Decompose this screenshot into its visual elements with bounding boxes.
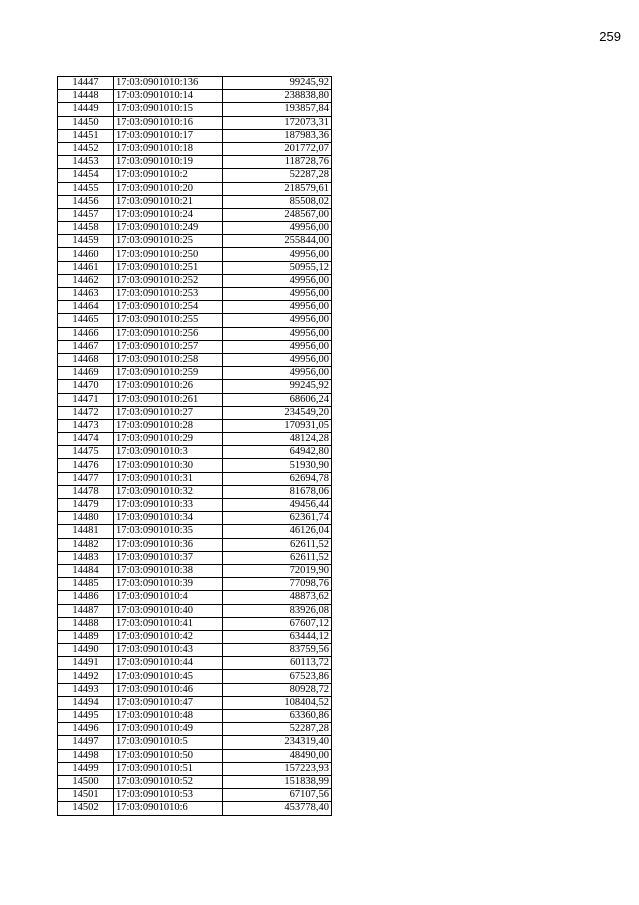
cadastral-number-cell: 17:03:0901010:33	[114, 499, 223, 512]
row-number-cell: 14480	[58, 512, 114, 525]
table-row	[58, 578, 332, 591]
row-number-cell: 14483	[58, 551, 114, 564]
row-number-cell: 14501	[58, 789, 114, 802]
row-number-cell: 14456	[58, 195, 114, 208]
value-cell: 85508,02	[223, 195, 332, 208]
table-row	[58, 736, 332, 749]
table-row	[58, 103, 332, 116]
cadastral-number-cell: 17:03:0901010:51	[114, 762, 223, 775]
value-cell: 67607,12	[223, 617, 332, 630]
cadastral-number-cell: 17:03:0901010:42	[114, 630, 223, 643]
cadastral-number-cell: 17:03:0901010:44	[114, 657, 223, 670]
row-number-cell: 14451	[58, 129, 114, 142]
cadastral-number-cell: 17:03:0901010:53	[114, 789, 223, 802]
table-row	[58, 77, 332, 90]
table-row	[58, 564, 332, 577]
cadastral-number-cell: 17:03:0901010:25	[114, 235, 223, 248]
value-cell: 46126,04	[223, 525, 332, 538]
table-row	[58, 604, 332, 617]
value-cell: 60113,72	[223, 657, 332, 670]
value-cell: 49956,00	[223, 222, 332, 235]
value-cell: 453778,40	[223, 802, 332, 815]
value-cell: 99245,92	[223, 77, 332, 90]
table-row	[58, 116, 332, 129]
cadastral-number-cell: 17:03:0901010:47	[114, 696, 223, 709]
row-number-cell: 14458	[58, 222, 114, 235]
table-row	[58, 327, 332, 340]
table-row	[58, 512, 332, 525]
row-number-cell: 14452	[58, 142, 114, 155]
cadastral-number-cell: 17:03:0901010:2	[114, 169, 223, 182]
value-cell: 72019,90	[223, 564, 332, 577]
cadastral-number-cell: 17:03:0901010:35	[114, 525, 223, 538]
value-cell: 255844,00	[223, 235, 332, 248]
table-row	[58, 591, 332, 604]
table-row	[58, 367, 332, 380]
value-cell: 67107,56	[223, 789, 332, 802]
table-row	[58, 380, 332, 393]
value-cell: 238838,80	[223, 90, 332, 103]
row-number-cell: 14491	[58, 657, 114, 670]
row-number-cell: 14478	[58, 485, 114, 498]
cadastral-number-cell: 17:03:0901010:48	[114, 710, 223, 723]
table-row	[58, 90, 332, 103]
cadastral-number-cell: 17:03:0901010:261	[114, 393, 223, 406]
table-row	[58, 222, 332, 235]
cadastral-number-cell: 17:03:0901010:15	[114, 103, 223, 116]
value-cell: 48490,00	[223, 749, 332, 762]
value-cell: 49956,00	[223, 353, 332, 366]
row-number-cell: 14474	[58, 433, 114, 446]
row-number-cell: 14499	[58, 762, 114, 775]
table-row	[58, 446, 332, 459]
table-row	[58, 789, 332, 802]
value-cell: 50955,12	[223, 261, 332, 274]
cadastral-number-cell: 17:03:0901010:5	[114, 736, 223, 749]
cadastral-number-cell: 17:03:0901010:46	[114, 683, 223, 696]
value-cell: 118728,76	[223, 156, 332, 169]
cadastral-number-cell: 17:03:0901010:41	[114, 617, 223, 630]
value-cell: 83926,08	[223, 604, 332, 617]
value-cell: 48124,28	[223, 433, 332, 446]
row-number-cell: 14479	[58, 499, 114, 512]
cadastral-number-cell: 17:03:0901010:26	[114, 380, 223, 393]
table-row	[58, 617, 332, 630]
table-row	[58, 406, 332, 419]
table-row	[58, 288, 332, 301]
row-number-cell: 14486	[58, 591, 114, 604]
table-row	[58, 340, 332, 353]
cadastral-number-cell: 17:03:0901010:36	[114, 538, 223, 551]
cadastral-number-cell: 17:03:0901010:28	[114, 419, 223, 432]
cadastral-number-cell: 17:03:0901010:254	[114, 301, 223, 314]
row-number-cell: 14464	[58, 301, 114, 314]
row-number-cell: 14492	[58, 670, 114, 683]
row-number-cell: 14497	[58, 736, 114, 749]
row-number-cell: 14488	[58, 617, 114, 630]
cadastral-number-cell: 17:03:0901010:30	[114, 459, 223, 472]
value-cell: 248567,00	[223, 208, 332, 221]
cadastral-number-cell: 17:03:0901010:14	[114, 90, 223, 103]
row-number-cell: 14447	[58, 77, 114, 90]
row-number-cell: 14494	[58, 696, 114, 709]
value-cell: 77098,76	[223, 578, 332, 591]
cadastral-number-cell: 17:03:0901010:18	[114, 142, 223, 155]
value-cell: 49956,00	[223, 367, 332, 380]
table-row	[58, 419, 332, 432]
row-number-cell: 14490	[58, 644, 114, 657]
table-row	[58, 314, 332, 327]
cadastral-number-cell: 17:03:0901010:258	[114, 353, 223, 366]
row-number-cell: 14449	[58, 103, 114, 116]
table-row	[58, 129, 332, 142]
cadastral-number-cell: 17:03:0901010:38	[114, 564, 223, 577]
cadastral-number-cell: 17:03:0901010:3	[114, 446, 223, 459]
row-number-cell: 14457	[58, 208, 114, 221]
table-row	[58, 683, 332, 696]
value-cell: 63360,86	[223, 710, 332, 723]
cadastral-number-cell: 17:03:0901010:255	[114, 314, 223, 327]
cadastral-number-cell: 17:03:0901010:4	[114, 591, 223, 604]
row-number-cell: 14495	[58, 710, 114, 723]
row-number-cell: 14450	[58, 116, 114, 129]
table-row	[58, 208, 332, 221]
row-number-cell: 14448	[58, 90, 114, 103]
row-number-cell: 14470	[58, 380, 114, 393]
value-cell: 49956,00	[223, 327, 332, 340]
cadastral-number-cell: 17:03:0901010:250	[114, 248, 223, 261]
cadastral-number-cell: 17:03:0901010:257	[114, 340, 223, 353]
table-row	[58, 235, 332, 248]
row-number-cell: 14487	[58, 604, 114, 617]
row-number-cell: 14493	[58, 683, 114, 696]
table-row	[58, 670, 332, 683]
data-table	[57, 76, 332, 816]
cadastral-number-cell: 17:03:0901010:19	[114, 156, 223, 169]
table-row	[58, 472, 332, 485]
value-cell: 157223,93	[223, 762, 332, 775]
value-cell: 108404,52	[223, 696, 332, 709]
row-number-cell: 14459	[58, 235, 114, 248]
value-cell: 234549,20	[223, 406, 332, 419]
table-row	[58, 644, 332, 657]
cadastral-number-cell: 17:03:0901010:52	[114, 775, 223, 788]
table-row	[58, 353, 332, 366]
row-number-cell: 14462	[58, 274, 114, 287]
cadastral-number-cell: 17:03:0901010:253	[114, 288, 223, 301]
row-number-cell: 14477	[58, 472, 114, 485]
row-number-cell: 14463	[58, 288, 114, 301]
value-cell: 83759,56	[223, 644, 332, 657]
value-cell: 234319,40	[223, 736, 332, 749]
cadastral-number-cell: 17:03:0901010:256	[114, 327, 223, 340]
value-cell: 80928,72	[223, 683, 332, 696]
cadastral-number-cell: 17:03:0901010:136	[114, 77, 223, 90]
table-row	[58, 802, 332, 815]
cadastral-number-cell: 17:03:0901010:16	[114, 116, 223, 129]
cadastral-number-cell: 17:03:0901010:24	[114, 208, 223, 221]
table-row	[58, 657, 332, 670]
row-number-cell: 14482	[58, 538, 114, 551]
cadastral-number-cell: 17:03:0901010:20	[114, 182, 223, 195]
table-row	[58, 696, 332, 709]
cadastral-number-cell: 17:03:0901010:27	[114, 406, 223, 419]
row-number-cell: 14466	[58, 327, 114, 340]
table-row	[58, 762, 332, 775]
table-row	[58, 525, 332, 538]
value-cell: 62361,74	[223, 512, 332, 525]
value-cell: 99245,92	[223, 380, 332, 393]
table-row	[58, 301, 332, 314]
value-cell: 218579,61	[223, 182, 332, 195]
value-cell: 49956,00	[223, 301, 332, 314]
cadastral-number-cell: 17:03:0901010:49	[114, 723, 223, 736]
cadastral-number-cell: 17:03:0901010:32	[114, 485, 223, 498]
value-cell: 62611,52	[223, 538, 332, 551]
table-row	[58, 156, 332, 169]
table-row	[58, 182, 332, 195]
row-number-cell: 14453	[58, 156, 114, 169]
value-cell: 62611,52	[223, 551, 332, 564]
value-cell: 62694,78	[223, 472, 332, 485]
value-cell: 49956,00	[223, 248, 332, 261]
row-number-cell: 14467	[58, 340, 114, 353]
value-cell: 81678,06	[223, 485, 332, 498]
cadastral-number-cell: 17:03:0901010:29	[114, 433, 223, 446]
cadastral-number-cell: 17:03:0901010:39	[114, 578, 223, 591]
value-cell: 49956,00	[223, 288, 332, 301]
table-row	[58, 775, 332, 788]
cadastral-number-cell: 17:03:0901010:259	[114, 367, 223, 380]
table-row	[58, 169, 332, 182]
cadastral-number-cell: 17:03:0901010:31	[114, 472, 223, 485]
value-cell: 151838,99	[223, 775, 332, 788]
row-number-cell: 14476	[58, 459, 114, 472]
value-cell: 172073,31	[223, 116, 332, 129]
value-cell: 64942,80	[223, 446, 332, 459]
cadastral-number-cell: 17:03:0901010:50	[114, 749, 223, 762]
cadastral-number-cell: 17:03:0901010:34	[114, 512, 223, 525]
cadastral-number-cell: 17:03:0901010:252	[114, 274, 223, 287]
value-cell: 187983,36	[223, 129, 332, 142]
value-cell: 52287,28	[223, 169, 332, 182]
table-row	[58, 433, 332, 446]
value-cell: 63444,12	[223, 630, 332, 643]
row-number-cell: 14454	[58, 169, 114, 182]
row-number-cell: 14465	[58, 314, 114, 327]
table-row	[58, 499, 332, 512]
cadastral-number-cell: 17:03:0901010:40	[114, 604, 223, 617]
row-number-cell: 14455	[58, 182, 114, 195]
row-number-cell: 14500	[58, 775, 114, 788]
value-cell: 49956,00	[223, 340, 332, 353]
cadastral-number-cell: 17:03:0901010:251	[114, 261, 223, 274]
table-row	[58, 723, 332, 736]
value-cell: 67523,86	[223, 670, 332, 683]
row-number-cell: 14481	[58, 525, 114, 538]
table-row	[58, 274, 332, 287]
table-row	[58, 710, 332, 723]
row-number-cell: 14489	[58, 630, 114, 643]
table-row	[58, 195, 332, 208]
table-row	[58, 393, 332, 406]
table-row	[58, 749, 332, 762]
row-number-cell: 14472	[58, 406, 114, 419]
cadastral-number-cell: 17:03:0901010:43	[114, 644, 223, 657]
row-number-cell: 14496	[58, 723, 114, 736]
table-row	[58, 630, 332, 643]
table-row	[58, 485, 332, 498]
cadastral-number-cell: 17:03:0901010:249	[114, 222, 223, 235]
table-row	[58, 538, 332, 551]
cadastral-number-cell: 17:03:0901010:21	[114, 195, 223, 208]
row-number-cell: 14475	[58, 446, 114, 459]
row-number-cell: 14485	[58, 578, 114, 591]
row-number-cell: 14461	[58, 261, 114, 274]
value-cell: 48873,62	[223, 591, 332, 604]
value-cell: 201772,07	[223, 142, 332, 155]
table-body	[58, 77, 332, 816]
row-number-cell: 14460	[58, 248, 114, 261]
value-cell: 51930,90	[223, 459, 332, 472]
cadastral-number-cell: 17:03:0901010:17	[114, 129, 223, 142]
table-row	[58, 551, 332, 564]
value-cell: 193857,84	[223, 103, 332, 116]
table-row	[58, 142, 332, 155]
page-number: 259	[599, 29, 621, 44]
row-number-cell: 14498	[58, 749, 114, 762]
cadastral-number-cell: 17:03:0901010:37	[114, 551, 223, 564]
row-number-cell: 14471	[58, 393, 114, 406]
table-row	[58, 261, 332, 274]
table-row	[58, 248, 332, 261]
value-cell: 49456,44	[223, 499, 332, 512]
row-number-cell: 14502	[58, 802, 114, 815]
value-cell: 49956,00	[223, 314, 332, 327]
cadastral-number-cell: 17:03:0901010:45	[114, 670, 223, 683]
value-cell: 49956,00	[223, 274, 332, 287]
row-number-cell: 14469	[58, 367, 114, 380]
row-number-cell: 14473	[58, 419, 114, 432]
cadastral-number-cell: 17:03:0901010:6	[114, 802, 223, 815]
value-cell: 170931,05	[223, 419, 332, 432]
table-row	[58, 459, 332, 472]
value-cell: 52287,28	[223, 723, 332, 736]
value-cell: 68606,24	[223, 393, 332, 406]
row-number-cell: 14468	[58, 353, 114, 366]
row-number-cell: 14484	[58, 564, 114, 577]
